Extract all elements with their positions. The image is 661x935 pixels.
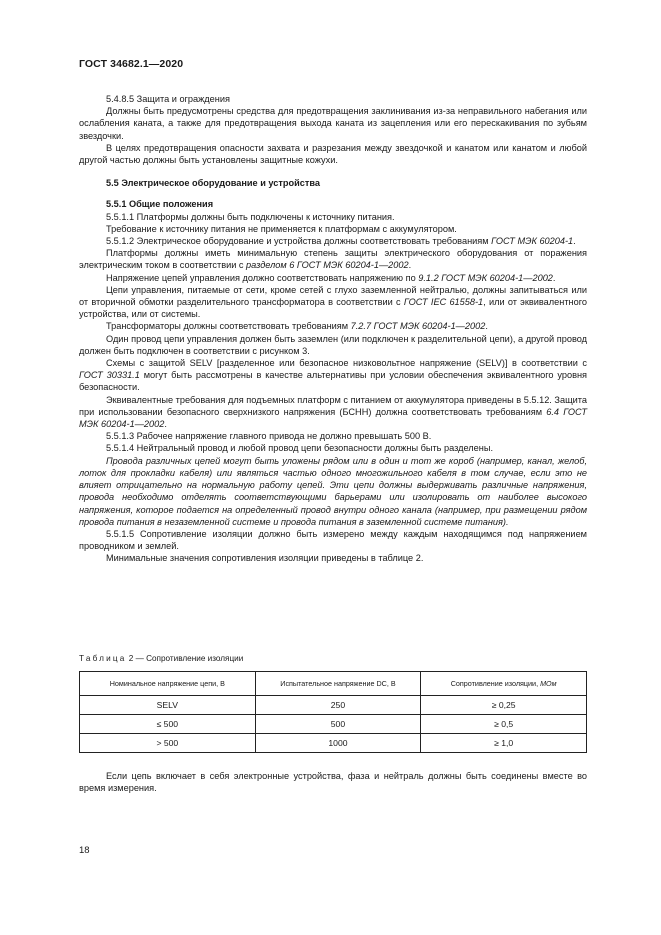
- text: Схемы с защитой SELV [разделенное или безопасное низковольтное напряжение (SELV)] в соответствии с: [106, 358, 587, 369]
- standard-reference: ГОСТ IEC 61558-1: [403, 297, 484, 308]
- text: Напряжение цепей управления должно соответствовать напряжению по: [106, 272, 419, 283]
- text: .: [408, 260, 412, 271]
- paragraph: Если цепь включает в себя электронные устройства, фаза и нейтраль должны быть соединены вместе во время измерения.: [79, 771, 587, 794]
- text: .: [573, 236, 576, 247]
- text: 5.5.1.2 Электрическое оборудование и устройства должны соответствовать требованиям: [106, 236, 492, 247]
- text: , или от эквивалентного устройства, или от системы.: [79, 297, 587, 320]
- italic-note: Провода различных цепей могут быть уложены рядом или в один и тот же короб (например, канал, желоб, лоток для прокладки кабеля) или являться частью одного многожильного кабеля в том случае, если это не влияет отрицательно на нормальную работу цепей. Эти цепи должны выдерживать различные напряжения, провода необходимо отделять соответствующими барьерами или изолировать от наиболее высокого напряжения, которое подается на определенный провод внутри одного канала (например, при размещении рядом провода питания в незаземленной системе и провода питания в заземленной системе питания).: [79, 455, 587, 527]
- cell-test-voltage: 250: [255, 696, 421, 715]
- cell-nominal-voltage: > 500: [80, 734, 256, 753]
- cell-resistance: ≥ 0,5: [421, 715, 587, 734]
- column-header-resistance: [421, 672, 587, 696]
- text: .: [164, 419, 167, 430]
- cell-test-voltage: 500: [255, 715, 421, 734]
- paragraph: [79, 357, 587, 394]
- standard-reference: ГОСТ МЭК 60204-1: [491, 236, 574, 247]
- paragraph: 5.5.1.5 Сопротивление изоляции должно быть измерено между каждым находящимся под напряжением проводником и землей.: [79, 528, 587, 552]
- standard-reference: 6.4 ГОСТ МЭК 60204-1—2002: [79, 406, 587, 430]
- paragraph: [79, 394, 587, 431]
- paragraph: [79, 284, 587, 321]
- page-number: 18: [79, 845, 90, 856]
- standard-reference: ГОСТ 30331.1: [79, 370, 140, 381]
- cell-nominal-voltage: SELV: [80, 696, 256, 715]
- cell-nominal-voltage: ≤ 500: [80, 715, 256, 734]
- main-text: [79, 93, 587, 565]
- table-header-row: [80, 672, 587, 696]
- paragraph: Один провод цепи управления должен быть заземлен (или подключен к разделительной цепи), а другой провод должен быть подключен в соответствии с рисунком 3.: [79, 333, 587, 356]
- column-header-test-voltage: Испытательное напряжение DC, В: [255, 672, 421, 696]
- table-row: [80, 696, 587, 715]
- text: могут быть рассмотрены в качестве альтернативы при условии обеспечения эквивалентного уровня безопасности.: [79, 370, 588, 393]
- text: Платформы должны иметь минимальную степень защиты электрического оборудования от поражения электрическим током в соответствии с: [79, 248, 587, 271]
- section-heading-5-5-1: 5.5.1 Общие положения: [106, 199, 214, 210]
- paragraph: Должны быть предусмотрены средства для предотвращения заклинивания из-за неправильного набегания или ослабления каната, а также для предотвращения выхода каната из зацепления или его перескакивания по зубьям звездочки.: [79, 106, 587, 141]
- text: .: [552, 272, 556, 283]
- table-caption-word: Таблица: [79, 654, 127, 663]
- paragraph: 5.5.1.1 Платформы должны быть подключены к источнику питания.: [106, 211, 395, 222]
- table-row: [80, 734, 587, 753]
- cell-test-voltage: 1000: [255, 734, 421, 753]
- cell-resistance: ≥ 1,0: [421, 734, 587, 753]
- standard-reference: разделом 6 ГОСТ МЭК 60204-1—2002: [246, 260, 409, 271]
- text: Цепи управления, питаемые от сети, кроме сетей с глухо заземленной нейтралью, должны запитываться или от вторичной обмотки разделительного трансформатора в соответствии с: [79, 284, 587, 308]
- text: Трансформаторы должны соответствовать требованиям: [106, 321, 351, 332]
- insulation-resistance-table: [79, 671, 587, 753]
- table-row: [80, 715, 587, 734]
- paragraph: [79, 247, 587, 271]
- cell-resistance: ≥ 0,25: [421, 696, 587, 715]
- column-header-text: Сопротивление изоляции,: [450, 679, 541, 688]
- standard-reference: 7.2.7 ГОСТ МЭК 60204-1—2002: [350, 321, 486, 332]
- paragraph: В целях предотвращения опасности захвата и разрезания между звездочкой и канатом или канатом и любой другой частью должны быть установлены защитные кожухи.: [79, 142, 587, 166]
- table-caption: [79, 654, 243, 663]
- table-caption-title: 2 — Сопротивление изоляции: [126, 654, 244, 663]
- section-heading-5-5: 5.5 Электрическое оборудование и устройства: [106, 178, 321, 189]
- paragraph: 5.5.1.4 Нейтральный провод и любой провод цепи безопасности должны быть разделены.: [106, 443, 494, 454]
- paragraph: [79, 235, 587, 247]
- paragraph: [79, 272, 587, 284]
- paragraph: Требование к источнику питания не применяется к платформам с аккумулятором.: [106, 223, 457, 234]
- standard-reference: 9.1.2 ГОСТ МЭК 60204-1—2002: [418, 272, 553, 283]
- text: Эквивалентные требования для подъемных платформ с питанием от аккумулятора приведены в 5.5.12. Защита при использовании безопасного сверхнизкого напряжения (БСНН) должна соответствовать требованиям: [79, 394, 587, 417]
- paragraph: 5.5.1.3 Рабочее напряжение главного привода не должно превышать 500 В.: [106, 431, 432, 442]
- text: .: [485, 321, 488, 332]
- closing-text: [79, 770, 587, 794]
- unit-label: МОм: [540, 679, 557, 688]
- column-header-nominal-voltage: Номинальное напряжение цепи, В: [80, 672, 256, 696]
- document-code: ГОСТ 34682.1—2020: [79, 58, 184, 70]
- clause-heading-5-4-8-5: 5.4.8.5 Защита и ограждения: [106, 94, 230, 104]
- paragraph: [79, 320, 587, 332]
- paragraph: Минимальные значения сопротивления изоляции приведены в таблице 2.: [106, 553, 424, 564]
